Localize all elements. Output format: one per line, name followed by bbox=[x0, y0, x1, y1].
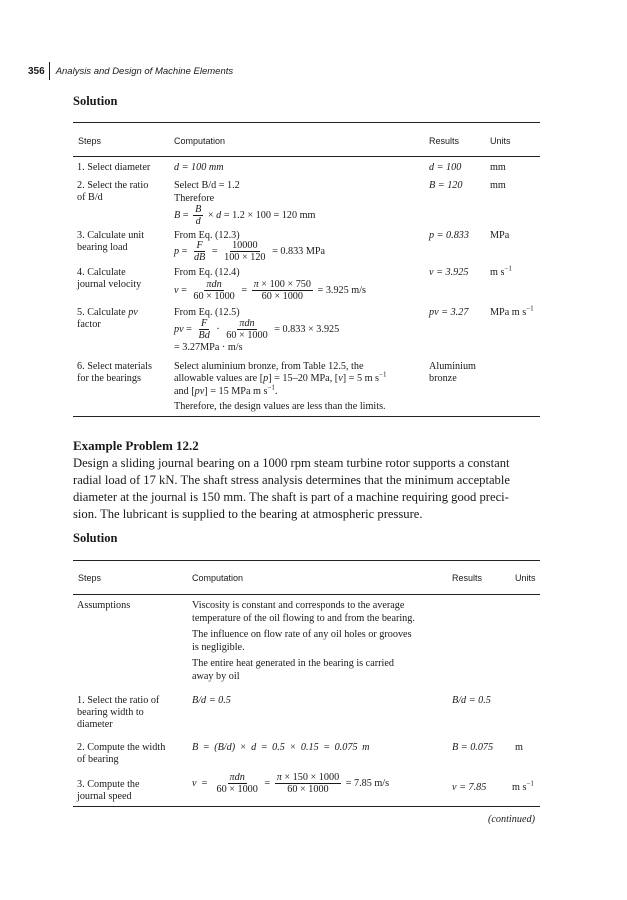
table1-row1-unit: mm bbox=[490, 162, 506, 173]
table1-row2-comp-line2: Therefore bbox=[174, 193, 215, 204]
table2-row1-comp-line3: The influence on flow rate of any oil holes or grooves bbox=[192, 629, 412, 640]
table1-row6-result-line2: bronze bbox=[429, 373, 457, 384]
table2-row4-step-line2: journal speed bbox=[77, 791, 132, 802]
example-line-3: diameter at the journal is 150 mm. The shaft is part of a machine requiring good preci- bbox=[73, 490, 509, 504]
running-title: Analysis and Design of Machine Elements bbox=[55, 65, 234, 77]
table2-row3-step-line1: 2. Compute the width bbox=[77, 742, 166, 753]
table1-row3-step-line2: bearing load bbox=[77, 242, 128, 253]
table1-row6-comp-line2: allowable values are [p] = 15–20 MPa, [v] = 5 m $s^{-1}$ bbox=[174, 370, 387, 384]
table1-row5-result: pv = 3.27 bbox=[429, 307, 469, 318]
table2-row1-comp-line1: Viscosity is constant and corresponds to the average bbox=[192, 600, 405, 611]
table1-row5-step-line1: 5. Calculate pv bbox=[77, 307, 138, 318]
page-number: 356 bbox=[28, 65, 45, 77]
table2-row1-comp-line5: The entire heat generated in the bearing is carried bbox=[192, 658, 394, 669]
table2-row4-step-line1: 3. Compute the bbox=[77, 779, 140, 790]
table1-row4-unit: m $s^{-1}$ bbox=[490, 264, 512, 278]
table2-row2-step-line2: bearing width to bbox=[77, 707, 144, 718]
running-head bbox=[28, 62, 233, 80]
table1-row5-comp-line1: From Eq. (12.5) bbox=[174, 307, 240, 318]
table1-col-steps: Steps bbox=[78, 136, 102, 146]
table1-row4-step-line2: journal velocity bbox=[77, 279, 142, 290]
table1-row3-equation: p = $\frac{F}{dB}$ = $\frac{10000}{100 \times 120}$ = 0.833 MPa bbox=[174, 240, 326, 263]
table1-row2-step-line1: 2. Select the ratio bbox=[77, 180, 149, 191]
table1-row2-equation: B = $\frac{B}{d}$ × d = 1.2 × 100 = 120 mm bbox=[174, 204, 316, 227]
table1-row5-comp-line3: = 3.27MPa · m/s bbox=[174, 342, 243, 353]
table1-row3-step-line1: 3. Calculate unit bbox=[77, 230, 145, 241]
table1-row2-step-line2: of B/d bbox=[77, 192, 103, 203]
table2-row2-result: B/d = 0.5 bbox=[452, 695, 491, 706]
table1-row4-equation: v = $\frac{\text{πdn}}{60 \times 1000}$ = $\frac{\pi \times 100 \times 750}{60 \times 1000}$ = 3.925 m/s bbox=[174, 279, 367, 302]
table1-row6-comp-line4: Therefore, the design values are less than the limits. bbox=[174, 401, 386, 412]
table1-row4-step-line1: 4. Calculate bbox=[77, 267, 126, 278]
table2-row4-equation: v = $\frac{\text{πdn}}{60 \times 1000}$ = $\frac{\pi \times 150 \times 1000}{60 \times 1000}$ = 7.85 m/s bbox=[192, 772, 390, 795]
table1-row4-result: v = 3.925 bbox=[429, 267, 469, 278]
table1-row1-result: d = 100 bbox=[429, 162, 462, 173]
example-line-1: Design a sliding journal bearing on a 1000 rpm steam turbine rotor supports a constant bbox=[73, 456, 510, 470]
continued-note: (continued) bbox=[488, 814, 535, 825]
table1-col-computation: Computation bbox=[174, 136, 226, 146]
table1-row6-step-line2: for the bearings bbox=[77, 373, 141, 384]
table2-row1-comp-line6: away by oil bbox=[192, 671, 240, 682]
table1-row5-unit: MPa m $s^{-1}$ bbox=[490, 304, 534, 318]
table1-row6-comp-line1: Select aluminium bronze, from Table 12.5, the bbox=[174, 361, 364, 372]
table2-row2-step-line1: 1. Select the ratio of bbox=[77, 695, 160, 706]
table2-row2-comp: B/d = 0.5 bbox=[192, 695, 231, 706]
table2-top-rule bbox=[73, 560, 540, 561]
table1-row1-comp: d = 100 mm bbox=[174, 162, 224, 173]
table2-row1-comp-line4: is negligible. bbox=[192, 642, 245, 653]
table1-row2-unit: mm bbox=[490, 180, 506, 191]
table1-row1-step: 1. Select diameter bbox=[77, 162, 151, 173]
table1-top-rule bbox=[73, 122, 540, 123]
table1-row3-result: p = 0.833 bbox=[429, 230, 469, 241]
table2-row4-result: v = 7.85 bbox=[452, 782, 487, 793]
table1-row3-comp-line1: From Eq. (12.3) bbox=[174, 230, 240, 241]
table2-row3-unit: m bbox=[515, 742, 523, 753]
table1-row6-step-line1: 6. Select materials bbox=[77, 361, 152, 372]
table1-row3-unit: MPa bbox=[490, 230, 510, 241]
table1-row5-equation: pv = $\frac{F}{Bd}$ · $\frac{\text{πdn}}{60 \times 1000}$ = 0.833 × 3.925 bbox=[174, 318, 340, 341]
header-divider bbox=[49, 62, 50, 80]
table2-col-steps: Steps bbox=[78, 573, 102, 583]
solution-heading-1: Solution bbox=[73, 94, 118, 108]
table2-row3-comp: B = (B/d) × d = 0.5 × 0.15 = 0.075 m bbox=[192, 742, 370, 753]
table1-header-rule bbox=[73, 156, 540, 157]
table2-col-units: Units bbox=[515, 573, 536, 583]
table1-col-units: Units bbox=[490, 136, 511, 146]
table2-col-computation: Computation bbox=[192, 573, 244, 583]
table2-header-rule bbox=[73, 594, 540, 595]
table1-row2-comp-line1: Select B/d = 1.2 bbox=[174, 180, 240, 191]
example-line-2: radial load of 17 kN. The shaft stress analysis determines that the minimum acceptable bbox=[73, 473, 510, 487]
table2-bottom-rule bbox=[73, 806, 540, 807]
table1-col-results: Results bbox=[429, 136, 460, 146]
table2-row3-step-line2: of bearing bbox=[77, 754, 119, 765]
table2-row1-comp-line2: temperature of the oil flowing to and from the bearing. bbox=[192, 613, 415, 624]
table1-row4-comp-line1: From Eq. (12.4) bbox=[174, 267, 240, 278]
table2-col-results: Results bbox=[452, 573, 483, 583]
table2-row3-result: B = 0.075 bbox=[452, 742, 494, 753]
example-heading: Example Problem 12.2 bbox=[73, 438, 199, 453]
table1-row5-step-line2: factor bbox=[77, 319, 101, 330]
example-line-4: sion. The lubricant is supplied to the bearing at atmospheric pressure. bbox=[73, 507, 423, 521]
table1-row2-result: B = 120 bbox=[429, 180, 463, 191]
solution-heading-2: Solution bbox=[73, 531, 118, 545]
table2-row1-step: Assumptions bbox=[77, 600, 131, 611]
table1-row6-comp-line3: and [pv] = 15 MPa m $s^{-1}$. bbox=[174, 383, 278, 397]
table1-row6-result-line1: Aluminium bbox=[429, 361, 476, 372]
table1-bottom-rule bbox=[73, 416, 540, 417]
table2-row4-unit: m $s^{-1}$ bbox=[512, 779, 534, 793]
table2-row2-step-line3: diameter bbox=[77, 719, 113, 730]
